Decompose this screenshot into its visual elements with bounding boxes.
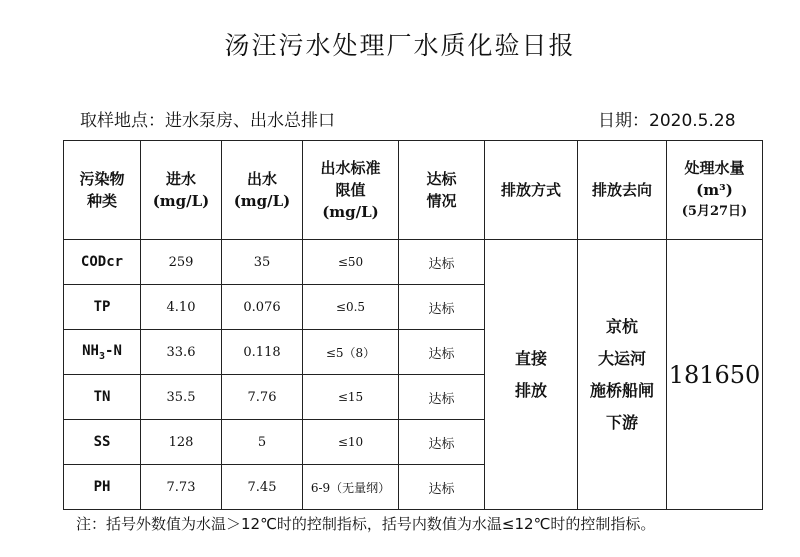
header-volume	[667, 141, 763, 240]
discharge-destination-line: 大运河	[597, 348, 646, 368]
pollutant-subscript: 3	[98, 350, 106, 362]
discharge-destination-line: 施桥船闸	[589, 380, 654, 400]
outflow-cell: 7.76	[222, 375, 303, 420]
inflow-cell: 128	[141, 420, 222, 465]
header-volume-line: (m³)	[696, 181, 733, 199]
header-compliance	[399, 141, 485, 240]
limit-cell: ≤10	[303, 420, 399, 465]
discharge-method-cell	[485, 240, 578, 510]
header-compliance-line: 达标	[426, 170, 457, 188]
header-limit	[303, 141, 399, 240]
outflow-cell: 7.45	[222, 465, 303, 510]
status-cell: 达标	[399, 330, 485, 375]
status-cell: 达标	[399, 375, 485, 420]
limit-cell: ≤15	[303, 375, 399, 420]
pollutant-cell: SS	[64, 420, 141, 465]
header-limit-line: 出水标准	[320, 159, 381, 177]
limit-cell: ≤50	[303, 240, 399, 285]
header-volume-line: (5月27日)	[681, 204, 748, 219]
discharge-destination-cell	[578, 240, 667, 510]
outflow-cell: 0.076	[222, 285, 303, 330]
header-inflow-line: (mg/L)	[152, 192, 210, 210]
pollutant-main: NH	[82, 342, 99, 359]
status-cell: 达标	[399, 420, 485, 465]
header-volume-line: 处理水量	[684, 159, 745, 177]
inflow-cell: 35.5	[141, 375, 222, 420]
outflow-cell: 5	[222, 420, 303, 465]
water-quality-table	[63, 140, 763, 510]
header-inflow	[141, 141, 222, 240]
inflow-cell: 4.10	[141, 285, 222, 330]
header-outflow-line: 出水	[246, 170, 277, 188]
inflow-cell: 7.73	[141, 465, 222, 510]
status-cell: 达标	[399, 240, 485, 285]
discharge-method-line: 排放	[514, 380, 547, 400]
header-pollutant-line: 污染物	[79, 170, 125, 188]
pollutant-cell: CODcr	[64, 240, 141, 285]
discharge-method-line: 直接	[514, 348, 547, 368]
limit-cell: 6-9（无量纲）	[303, 465, 399, 510]
header-discharge-destination: 排放去向	[578, 141, 667, 240]
pollutant-cell: TN	[64, 375, 141, 420]
discharge-destination-line: 京杭	[605, 316, 638, 336]
outflow-cell: 35	[222, 240, 303, 285]
pollutant-cell	[64, 330, 141, 375]
header-inflow-line: 进水	[165, 170, 196, 188]
pollutant-cell: PH	[64, 465, 141, 510]
limit-cell: ≤5（8）	[303, 330, 399, 375]
header-discharge-method: 排放方式	[485, 141, 578, 240]
inflow-cell: 259	[141, 240, 222, 285]
status-cell: 达标	[399, 285, 485, 330]
treated-volume-cell: 181650	[667, 240, 763, 510]
header-limit-line: 限值	[335, 181, 366, 199]
header-outflow	[222, 141, 303, 240]
status-cell: 达标	[399, 465, 485, 510]
report-date: 日期：2020.5.28	[598, 111, 736, 131]
footnote: 注：括号外数值为水温＞12℃时的控制指标，括号内数值为水温≤12℃时的控制指标。	[76, 515, 656, 533]
header-outflow-line: (mg/L)	[233, 192, 291, 210]
header-row	[64, 141, 763, 240]
pollutant-tail: -N	[105, 342, 122, 359]
table-row	[64, 240, 763, 285]
header-pollutant	[64, 141, 141, 240]
outflow-cell: 0.118	[222, 330, 303, 375]
discharge-destination-line: 下游	[605, 412, 638, 432]
pollutant-cell: TP	[64, 285, 141, 330]
header-compliance-line: 情况	[426, 192, 457, 210]
header-limit-line: (mg/L)	[322, 203, 379, 221]
sampling-location: 取样地点：进水泵房、出水总排口	[80, 111, 335, 131]
limit-cell: ≤0.5	[303, 285, 399, 330]
header-pollutant-line: 种类	[86, 192, 117, 210]
inflow-cell: 33.6	[141, 330, 222, 375]
report-title: 汤汪污水处理厂水质化验日报	[224, 31, 576, 60]
